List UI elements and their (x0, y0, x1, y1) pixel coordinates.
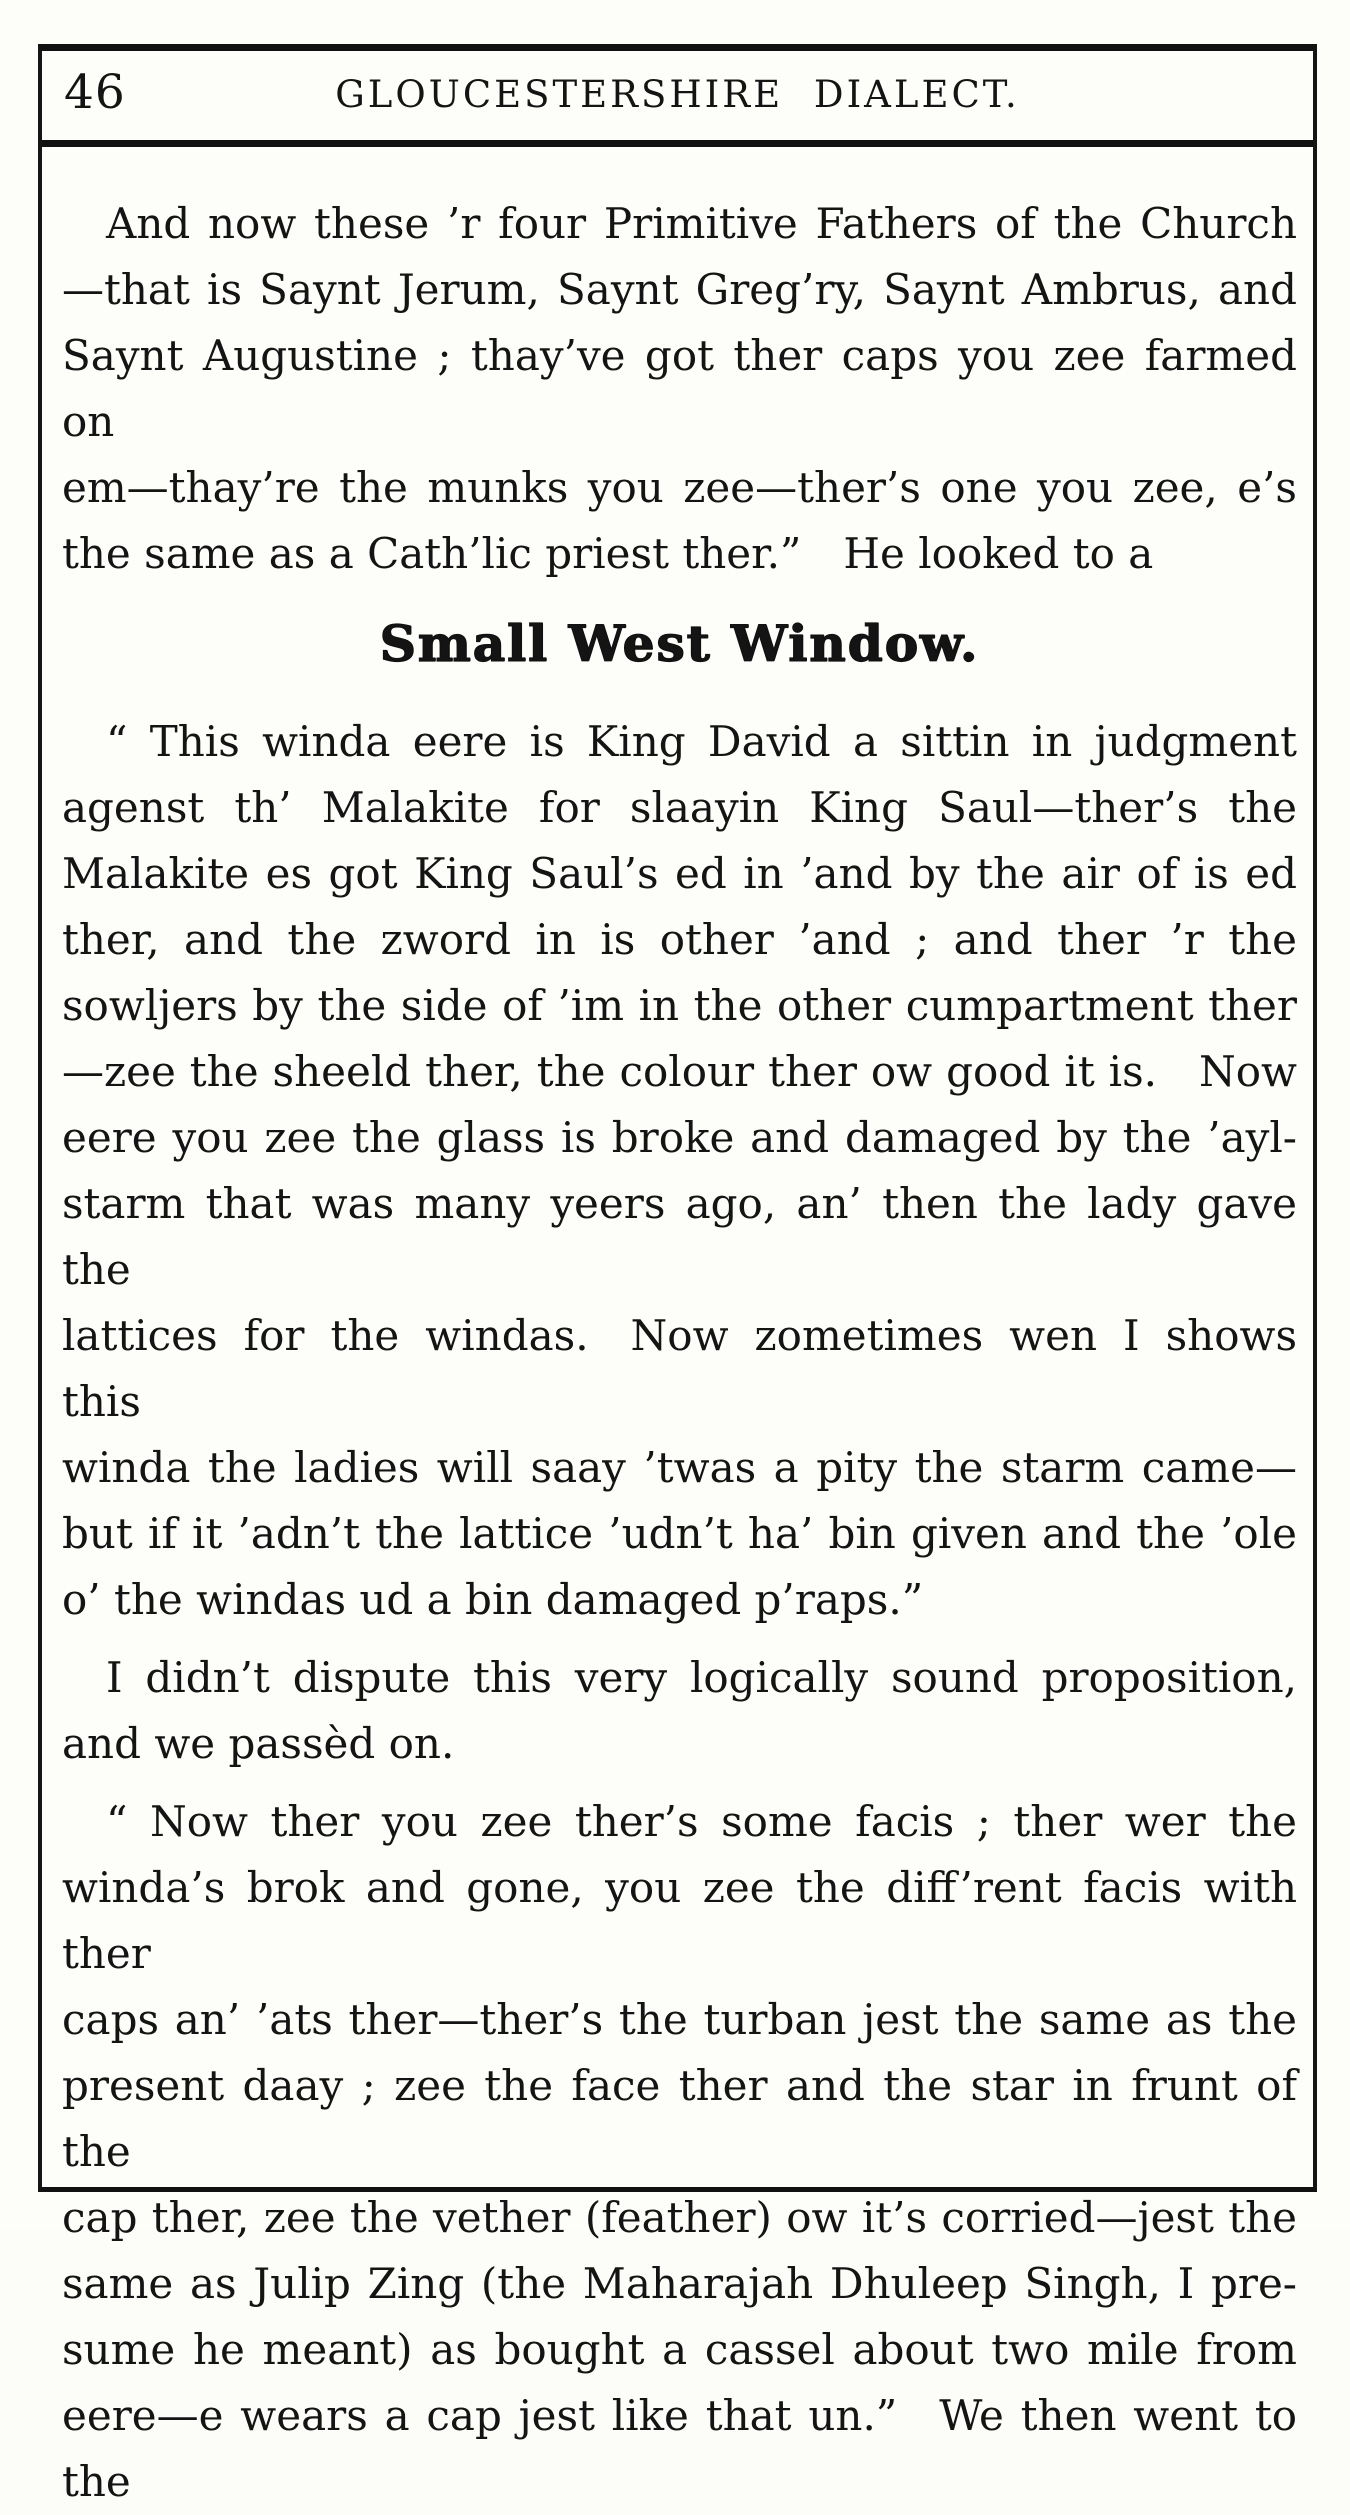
text-line: I didn’t dispute this very logically sound proposition, (106, 1653, 1297, 1702)
text-line: em—thay’re the munks you zee—ther’s one you zee, e’s (62, 463, 1297, 512)
text-line: cap ther, zee the vether (feather) ow it’s corried—jest the (62, 2193, 1297, 2242)
text-line: starm that was many yeers ago, an’ then the lady gave the (62, 1179, 1297, 1294)
text-line: o’ the windas ud a bin damaged p’raps.” (62, 1575, 924, 1624)
text-line: sume he meant) as bought a cassel about two mile from (62, 2325, 1297, 2374)
text-line: eere—e wears a cap jest like that un.” We then went to (62, 2391, 1297, 2440)
text-line: caps an’ ’ats ther—ther’s the turban jest the same as the (62, 1995, 1297, 2044)
text-line: eere you zee the glass is broke and damaged by the ’ayl- (62, 1113, 1297, 1162)
text-line: Saynt Augustine ; thay’ve got ther caps you zee farmed on (62, 331, 1297, 446)
text-line: lattices for the windas. Now zometimes wen I shows this (62, 1311, 1297, 1426)
page-header (42, 51, 1313, 147)
page-number: 46 (64, 65, 126, 120)
text-line: ther, and the zword in is other ’and ; and ther ’r the (62, 915, 1297, 964)
text-line: the (62, 2457, 131, 2506)
text-line: —zee the sheeld ther, the colour ther ow good it is. Now (62, 1047, 1297, 1096)
text-line: “ This winda eere is King David a sittin in judgment (106, 717, 1297, 766)
paragraph (62, 1789, 1297, 2515)
text-line: And now these ’r four Primitive Fathers of the Church (106, 199, 1297, 248)
text-line: the same as a Cath’lic priest ther.” He looked to a (62, 529, 1154, 578)
text-line: sowljers by the side of ’im in the other cumpartment ther (62, 981, 1297, 1030)
text-line: agenst th’ Malakite for slaayin King Saul—ther’s the (62, 783, 1297, 832)
paragraph (62, 1645, 1297, 1777)
text-line: winda’s brok and gone, you zee the diff’rent facis with ther (62, 1863, 1297, 1978)
text-line: winda the ladies will saay ’twas a pity the starm came— (62, 1443, 1297, 1492)
running-title: GLOUCESTERSHIRE DIALECT. (335, 73, 1020, 116)
paragraph (62, 191, 1297, 587)
text-line: Malakite es got King Saul’s ed in ’and by the air of is ed (62, 849, 1297, 898)
text-line: —that is Saynt Jerum, Saynt Greg’ry, Saynt Ambrus, and (62, 265, 1297, 314)
text-line: “ Now ther you zee ther’s some facis ; ther wer the (106, 1797, 1297, 1846)
paragraph (62, 709, 1297, 1633)
text-body (42, 147, 1313, 2515)
text-line: present daay ; zee the face ther and the star in frunt of the (62, 2061, 1297, 2176)
page-border-frame (38, 44, 1317, 2506)
text-line: and we passèd on. (62, 1719, 455, 1768)
section-heading: Small West Window. (379, 614, 980, 673)
text-line: but if it ’adn’t the lattice ’udn’t ha’ bin given and the ’ole (62, 1509, 1297, 1558)
text-line: same as Julip Zing (the Maharajah Dhuleep Singh, I pre- (62, 2259, 1297, 2308)
